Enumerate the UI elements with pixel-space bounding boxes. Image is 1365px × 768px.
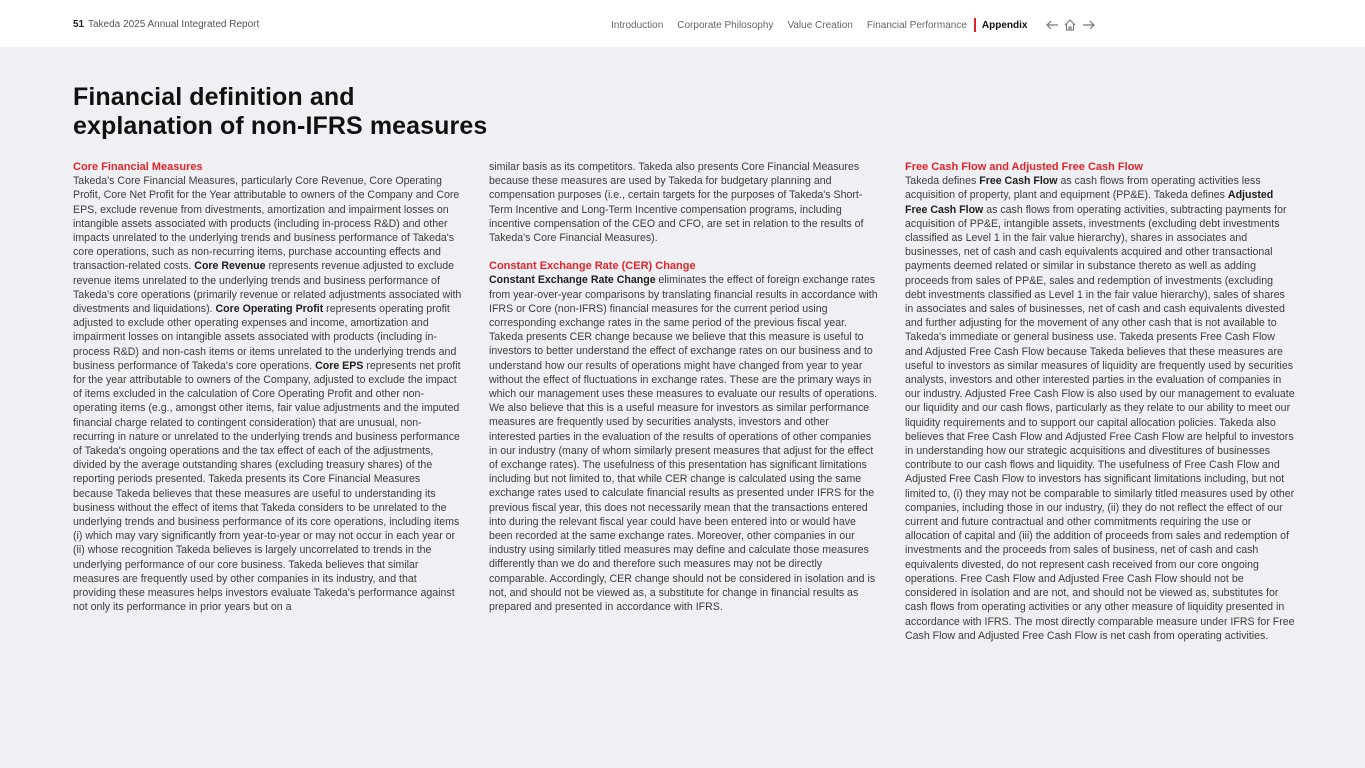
- nav-appendix[interactable]: Appendix: [981, 19, 1028, 31]
- top-navigation-bar: [0, 0, 1365, 47]
- term-core-operating-profit: Core Operating Profit: [215, 303, 324, 316]
- core-financial-measures-continued: similar basis as its competitors. Takeda also presents Core Financial Measures because these measures are used by Takeda for budgetary planning and compensation purposes (i.e., certain targets for the purposes of Takeda's Short-Term Incentive and Long-Term Incentive compensation programs, including incentive compensation of the CEO and CFO, are set in relation to the results of Takeda's Core Financial Measures).: [489, 161, 864, 245]
- nav-financial-performance[interactable]: Financial Performance: [866, 19, 967, 31]
- text-run: represents net profit for the year attributable to owners of the Company, adjusted to exclude the impact of items excluded in the calculation of Core Operating Profit and other non-operating items (e.g., amongst other items, fair value adjustments and the imputed financial charge related to contingent consideration) that are unusual, non-recurring in nature or unrelated to the underlying trends and business performance of Takeda's ongoing operations and the tax effect of each of the adjustments, divided by the average outstanding shares (excluding treasury shares) of the reporting periods presented. Takeda presents its Core Financial Measures because Takeda believes that these measures are useful to understanding its business without the effect of items that Takeda considers to be unrelated to the underlying trends and business performance of its core operations, including items (i) which may vary significantly from year-to-year or may not occur in each year or (ii) whose recognition Takeda believes is largely uncorrelated to trends in the underlying performance of our core business. Takeda believes that similar measures are frequently used by other companies in its industry, and that providing these measures helps investors evaluate Takeda's performance against not only its performance in prior years but on a: [73, 359, 461, 614]
- page-title: [73, 83, 487, 141]
- free-cash-flow-text: [905, 174, 1295, 643]
- home-icon[interactable]: [1063, 18, 1077, 32]
- column-free-cash-flow: [905, 160, 1295, 643]
- section-heading-cer-change: Constant Exchange Rate (CER) Change: [489, 260, 696, 273]
- nav-corporate-philosophy[interactable]: Corporate Philosophy: [677, 19, 774, 31]
- term-core-eps: Core EPS: [315, 359, 364, 372]
- text-run: Takeda's Core Financial Measures, particularly Core Revenue, Core Operating Profit, Core Net Profit for the Year attributable to owners of the Company and Core EPS, exclude revenue from divestments, amortization and impairment losses on intangible assets associated with products (including in-process R&D) and other impacts unrelated to the underlying trends and business performance of Takeda's core operations, such as non-recurring items, purchase accounting effects and transaction-related costs.: [73, 175, 460, 273]
- term-core-revenue: Core Revenue: [194, 260, 266, 273]
- arrow-left-icon[interactable]: [1045, 18, 1059, 32]
- column-core-financial-measures: [73, 160, 462, 615]
- term-free-cash-flow: Free Cash Flow: [979, 175, 1058, 188]
- page-title-line-2: explanation of non-IFRS measures: [73, 112, 488, 140]
- text-run: Takeda defines: [905, 175, 980, 188]
- term-constant-exchange-rate-change: Constant Exchange Rate Change: [489, 274, 656, 287]
- section-nav: [611, 18, 1099, 32]
- text-run: represents revenue adjusted to exclude revenue items unrelated to the underlying trends and business performance of Takeda's core operations (primarily revenue or related adjustments associated with divestments and liquidations).: [73, 260, 462, 316]
- page-title-line-1: Financial definition and: [73, 83, 355, 111]
- arrow-right-icon[interactable]: [1081, 18, 1095, 32]
- report-title: Takeda 2025 Annual Integrated Report: [88, 19, 260, 30]
- core-financial-measures-text: [73, 174, 462, 614]
- text-run: eliminates the effect of foreign exchange rates from year-over-year comparisons by translating financial results in accordance with IFRS or Core (non-IFRS) financial measures for the current period using corresponding exchange rates in the same period of the previous fiscal year. Takeda presents CER change because we believe that this measure is useful to investors to better understand the effect of exchange rates on our business and to understand how our results of operations might have changed from year to year without the effect of fluctuations in exchange rates. These are the primary ways in which our management uses these measures to evaluate our results of operations. We also believe that this is a useful measure for investors as similar performance measures are frequently used by securities analysts, investors and other interested parties in the evaluation of the results of operations of other companies in our industry (many of whom similarly present measures that adjust for the effect of exchange rates). The usefulness of this presentation has significant limitations including but not limited to, that while CER change is calculated using the same exchange rates used to calculate financial results as presented under IFRS for the previous fiscal year, this does not necessarily mean that the transactions entered into during the relevant fiscal year could have been entered into or would have been recorded at the same exchange rates. Moreover, other companies in our industry using similarly titled measures may define and calculate those measures differently than we do and therefore such measures may not be directly comparable. Accordingly, CER change should not be considered in isolation and is not, and should not be viewed as, a substitute for change in financial results as prepared and presented in accordance with IFRS.: [489, 274, 878, 614]
- nav-introduction[interactable]: Introduction: [611, 19, 664, 31]
- section-heading-core-financial-measures: Core Financial Measures: [73, 161, 203, 173]
- term-adjusted-free-cash-flow: Adjusted Free Cash Flow: [905, 189, 1274, 216]
- text-run: represents operating profit adjusted to exclude other operating expenses and income, amortization and impairment losses on intangible assets associated with products (including in-process R&D) and non-cash items or items unrelated to the underlying trends and business performance of Takeda's core operations.: [73, 303, 457, 372]
- page-number: 51: [73, 19, 85, 30]
- active-divider: [974, 18, 976, 32]
- section-heading-free-cash-flow: Free Cash Flow and Adjusted Free Cash Flow: [905, 161, 1143, 173]
- column-cer-change: [489, 160, 878, 614]
- text-run: as cash flows from operating activities less acquisition of property, plant and equipment (PP&E). Takeda defines: [905, 175, 1261, 202]
- text-run: as cash flows from operating activities, subtracting payments for acquisition of PP&E, intangible assets, investments (excluding debt investments classified as Level 1 in the fair value hierarchy), shares in associates and businesses, net of cash and cash equivalents acquired and other transactional payments deemed related or similar in substance thereto as well as adding proceeds from sales of PP&E, sales and redemption of investments (excluding debt investments classified as Level 1 in the fair value hierarchy), sales of shares in associates and sales of businesses, net of cash and cash equivalents divested and further adjusting for the movement of any other cash that is not available to Takeda's immediate or general business use. Takeda presents Free Cash Flow and Adjusted Free Cash Flow because Takeda believes that these measures are useful to investors as similar measures of liquidity are frequently used by securities analysts, investors and other interested parties in the evaluation of companies in our industry. Adjusted Free Cash Flow is also used by our management to evaluate our liquidity and our cash flows, particularly as they relate to our ability to meet our liquidity requirements and to support our capital allocation policies. Takeda also believes that Free Cash Flow and Adjusted Free Cash Flow are helpful to investors in understanding how our strategic acquisitions and divestitures of businesses contribute to our cash flows and liquidity. The usefulness of Free Cash Flow and Adjusted Free Cash Flow to investors has significant limitations including, but not limited to, (i) they may not be comparable to similarly titled measures used by other companies, including those in our industry, (ii) they do not reflect the effect of our current and future contractual and other commitments requiring the use or allocation of capital and (iii) the addition of proceeds from sales and redemption of investments and the proceeds from sales of business, net of cash and cash equivalents divested, do not represent cash received from our core ongoing operations. Free Cash Flow and Adjusted Free Cash Flow should not be considered in isolation and are not, and should not be viewed as, substitutes for cash flows from operating activities or any other measure of liquidity presented in accordance with IFRS. The most directly comparable measure under IFRS for Free Cash Flow and Adjusted Free Cash Flow is net cash from operating activities.: [905, 203, 1295, 642]
- cer-change-text: [489, 273, 878, 614]
- nav-value-creation[interactable]: Value Creation: [787, 19, 853, 31]
